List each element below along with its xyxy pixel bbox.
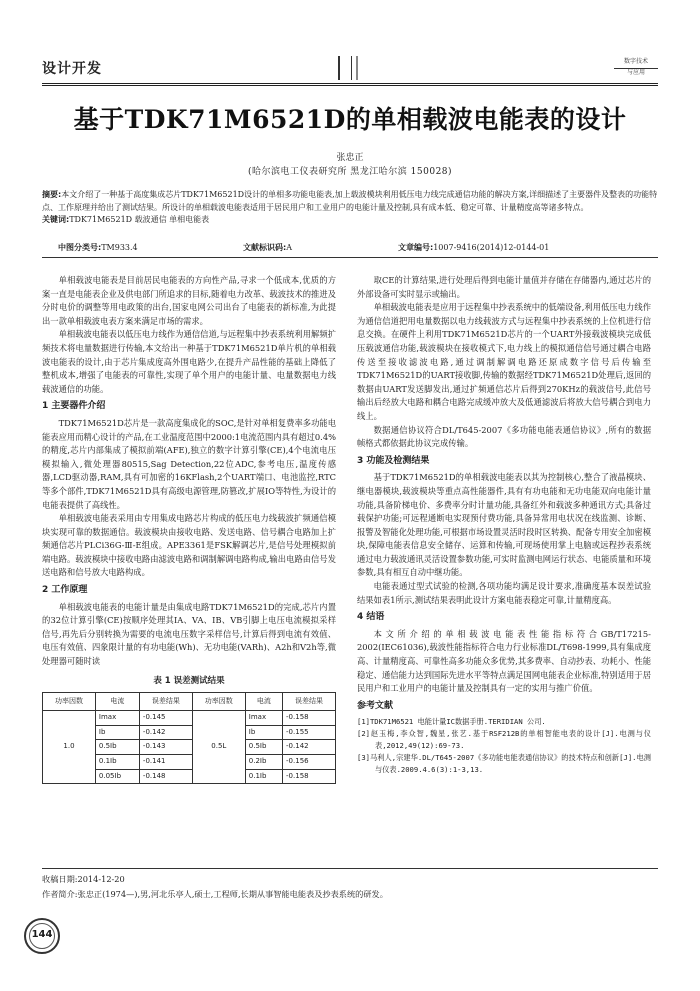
author-affiliation: (哈尔滨电工仪表研究所 黑龙江哈尔滨 150028) [247,167,453,177]
doc-value: A [286,243,292,252]
table-cell: -0.141 [139,755,192,770]
article-title: 基于TDK71M6521D的单相载波电能表的设计 [73,105,627,134]
reference-list [357,716,651,776]
table-caption: 表 1 误差测试结果 [153,675,225,686]
author-name: 张忠正 [336,153,364,163]
paragraph: 单相载波电能表采用由专用集成电路芯片构成的低压电力线载波扩频通信模块实现可靠的数据通信。载波模块由接收电路、发送电路、信号耦合电路加上扩频通信芯片PLCi36G-Ⅲ-E组成。APE3361是FSK解调芯片,是信号处理模拟前端电路。载波模块中接收电路由滤波电路和调制解调电路构成,输出电路由信号发送电路和信号放大电路构成。 [42,513,336,578]
table-header-cell: 误差结果 [139,693,192,711]
table-cell: Ib [95,725,139,740]
error-test-table [42,692,336,784]
table-cell: Imax [245,711,282,726]
reference-item: [1]TDK71M6521 电能计量IC数据手册.TERIDIAN 公司. [357,717,546,727]
table-header-cell: 功率因数 [192,693,245,711]
paragraph: 基于TDK71M6521D的单相载波电能表以其为控制核心,整合了液晶模块、继电器模块,载波模块等重点高性能器件,具有有功电能和无功电能双向电能计量功能,具备阶梯电价、多费率分时计量功能,具备红外和载波多种通讯方式;具备过载保护功能;可远程通断电实现预付费功能,具备异常用电状况在线监测、诊断、报警及智能化处理功能,可根据市场设置灵活时段时区转换、配备专用安全加密模块,保障电能表信息安全储存、运算和传输,可现场使用掌上电脑或远程抄表系统通过电力载波通讯灵活设置参数功能,可实时监测电网运行状态、电能质量和环境参数,具有相互自动中继功能。 [357,472,651,578]
keywords-text: TDK71M6521D 载波通信 单相电能表 [69,215,210,224]
page-header [42,52,658,86]
section-label: 设计开发 [42,61,102,77]
table-cell: -0.158 [283,711,336,726]
keywords-label: 关键词: [42,215,70,224]
table-header-row [43,693,336,711]
header-divider-mark-2 [356,56,358,80]
table-header-cell: 电流 [95,693,139,711]
abstract-divider [42,257,658,258]
paragraph: 单相载波电能表以低压电力线作为通信信道,与远程集中抄表系统利用解频扩频技术将电量数据进行传输,本文给出一种基于TDK71M6521D单片机的单相载波电能表的设计,由于芯片集成度高外围电路少,在提升产品性能的基础上降低了整机成本,增强了电能表的可靠性,实现了单个用户的电能计量、电量数据电力线载波通信的功能。 [42,329,336,394]
abstract-text [42,189,658,214]
author-bio: 作者简介:张忠正(1974—),男,河北乐亭人,硕士,工程师,长期从事智能电能表及抄表系统的研发。 [42,889,388,899]
section-heading: 2 工作原理 [42,585,88,596]
reference-item: [2]赵玉梅,李众智,魏星,张艺.基于RSF212B的单相智能电表的设计[J].电测与仪表,2012,49(12):69-73. [357,729,651,751]
table-header-cell: 电流 [245,693,282,711]
logo-line2: 与应用 [626,69,645,76]
section-heading: 4 结语 [357,612,385,623]
table-cell: -0.142 [283,740,336,755]
journal-logo [614,54,658,82]
paragraph: TDK71M6521D芯片是一款高度集成化的SOC,是针对单相复费率多功能电能表应用而精心设计的产品,在工业温度范围中2000:1电流范围内具有超过0.4%的精度,芯片内部集成了模拟前端(AFE),独立的数字计算引擎(CE),4个电流电压模拟输入,微处理器80515,Sag Detection,22位ADC,参考电压,温度传感器,LCD驱动器,RAM,具有可加密的16KFlash,2个UART端口、电池监控,RTC等多个部件,TDK71M6521D具有高级电源管理,防篡改,扩展IO等特性,为设计的电能表提供了高线性。 [42,417,336,510]
pf-cell-left: 1.0 [43,711,96,784]
art-label: 文章编号: [398,243,434,252]
table-cell: -0.148 [139,769,192,784]
paragraph: 取CE的计算结果,进行处理后得到电能计量值并存储在存储器内,通过芯片的外部设备可实时显示或输出。 [357,275,651,299]
table-cell: -0.156 [283,755,336,770]
table-cell: -0.155 [283,725,336,740]
abstract-body: 本文介绍了一种基于高度集成芯片TDK71M6521D设计的单相多功能电能表,加上载波模块利用低压电力线完成通信功能的解决方案,详细描述了主要器件及整表的功能特点、工作原理并给出了测试结果。所设计的单相载波电能表适用于居民用户和工业用户的电能计量及控制,具有成本低、稳定可靠、计量精度高等诸多特点。 [42,190,658,212]
article-number-field [398,242,549,253]
clc-value: TM933.4 [101,243,138,252]
table-cell: 0.5Ib [95,740,139,755]
header-divider-mark [338,56,352,80]
reference-item: [3]马利人,宗建华.DL/T645-2007《多功能电能表通信协议》的技术特点和创新[J].电测与仪表.2009.4.6(3):1-3,13. [357,753,651,775]
pf-cell-right: 0.5L [192,711,245,784]
section-heading: 3 功能及检测结果 [357,455,430,466]
table-header-cell: 误差结果 [283,693,336,711]
page-number: 144 [31,929,53,940]
table-cell: 0.1Ib [245,769,282,784]
received-date: 收稿日期:2014-12-20 [42,874,125,884]
table-cell: Imax [95,711,139,726]
clc-label: 中图分类号: [58,243,102,252]
abstract-label: 摘要: [42,190,62,199]
keywords-line [42,214,658,227]
table-cell: -0.145 [139,711,192,726]
table-cell: -0.143 [139,740,192,755]
abstract-block [42,189,658,227]
art-value: 1007-9416(2014)12-0144-01 [433,243,550,252]
table-row [43,711,336,726]
paragraph: 单相载波电能表的电能计量是由集成电路TDK71M6521D的完成,芯片内置的32位计算引擎(CE)按顺序处理其IA、VA、IB、VB引脚上电压电流模拟采样信号,再先后分别转换为需要的电流电压数字采样信号,计算后得到电流有效值、电压有效值、四象限计量的有功电能(Wh)、无功电能(VARh)、A2h和V2h等,微处理器可随时读 [42,601,336,667]
left-column [42,274,336,784]
header-rule [42,83,658,86]
table-cell: 0.2Ib [245,755,282,770]
table-cell: 0.1Ib [95,755,139,770]
paragraph: 数据通信协议符合DL/T645-2007《多功能电能表通信协议》,所有的数据帧格式都依据此协议完成传输。 [357,424,651,449]
section-heading: 1 主要器件介绍 [42,401,106,412]
paragraph: 电能表通过型式试验的检测,各项功能均满足设计要求,准确度基本误差试验结果如表1所示,测试结果表明此设计方案电能表稳定可靠,计量精度高。 [357,581,651,605]
doc-label: 文献标识码: [243,243,287,252]
paragraph: 单相载波电能表是目前居民电能表的方向性产品,寻求一个低成本,优质的方案一直是电能表企业及供电部门所追求的目标,随着电力改革、载波技术的推进及分时电价的调整等用电政策的出台,国家电网公司出台了电能表的新标准,为此提出一款单相载波电表方案来满足市场的需求。 [42,275,336,326]
paragraph: 单相载波电能表是应用于远程集中抄表系统中的低端设备,利用低压电力线作为通信信道把用电量数据以电力线载波方式与远程集中抄表系统的上位机进行信息交换。在硬件上利用TDK71M6521D芯片的一个UART外接载波模块完成低压载波通信功能,载波模块在接收模式下,电力线上的模拟通信信号通过耦合电路传送至接收滤波电路,通过调制解调电路还原成数字信号后传输至TDK71M6521D的UART接收脚,传输的数据经TDK71M6521D处理后,返回的数据由UART发送脚发出,通过扩频通信芯片后得到270KHz的载波信号,此信号输出后经放大电路和耦合电路完成缓冲放大及低通滤波后将放大信号耦合到电力线上。 [357,302,651,421]
table-cell: 0.05Ib [95,769,139,784]
table-cell: -0.158 [283,769,336,784]
clc-field [58,242,138,253]
footnote-divider [42,868,658,869]
doc-code-field [243,242,292,253]
paragraph: 本文所介绍的单相载波电能表性能指标符合GB/T17215-2002(IEC61036),载波性能指标符合电力行业标准DL/T698-1999,具有集成度高、计量精度高、可靠性高多功能众多优势,其多费率、自动抄表、功耗小、性能稳定、通信能力达到国际先进水平等特点满足国网电能表企业标准,特别适用于居民用户和工业用户的电能计量及控制具有一定的实用与推广价值。 [357,628,651,694]
page-number-badge [24,918,60,954]
references-heading: 参考文献 [357,700,394,711]
right-column [357,274,651,776]
table-cell: Ib [245,725,282,740]
table-cell: 0.5Ib [245,740,282,755]
table-header-cell: 功率因数 [43,693,96,711]
table-cell: -0.142 [139,725,192,740]
logo-line1: 数字技术 [614,58,658,69]
